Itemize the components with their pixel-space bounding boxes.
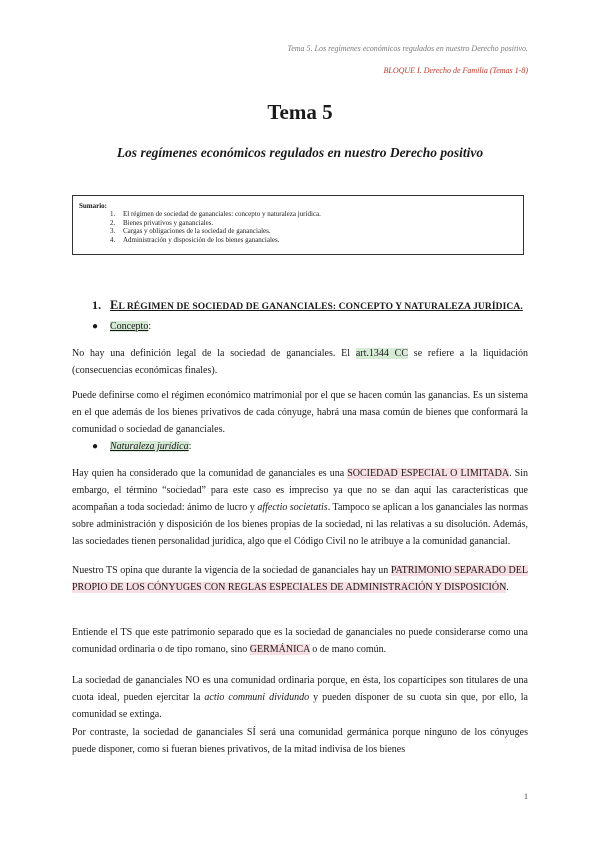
highlight-term: PATRIMONIO SEPARADO DEL PROPIO DE LOS CÓNYUGES CON REGLAS ESPECIALES DE ADMINISTRACIÓN Y DISPOSICIÓN: [72, 565, 528, 593]
paragraph: Puede definirse como el régimen económico matrimonial por el que se hacen común las ganancias. Es un sistema en el que además de los bienes privativos de cada cónyuge, habrá una masa común de bienes que conformará la comunidad o sociedad de gananciales.: [72, 390, 528, 435]
page-title: Tema 5: [267, 100, 333, 124]
highlight-term: SOCIEDAD ESPECIAL O LIMITADA: [347, 468, 510, 479]
summary-item: 1. El régimen de sociedad de gananciales: concepto y naturaleza jurídica.: [117, 210, 517, 218]
summary-box: [72, 195, 524, 255]
bullet-label: Naturaleza jurídica: [110, 441, 189, 452]
bullet-concepto: ● Concepto:: [92, 321, 152, 332]
section-heading: [92, 298, 523, 313]
section-title-rest: L RÉGIMEN DE SOCIEDAD DE GANANCIALES: CONCEPTO Y NATURALEZA JURÍDICA.: [118, 302, 523, 312]
paragraph: La sociedad de gananciales NO es una comunidad ordinaria porque, en ésta, los copartícipes son titulares de una cuota ideal, pueden ejercitar la actio communi dividundo y pueden disponer de su cuota sin que, por ello, la comunidad se extinga.: [72, 675, 529, 720]
section-title-initial: E: [110, 298, 119, 312]
paragraph: Entiende el TS que este patrimonio separado que es la sociedad de gananciales no puede considerarse como una comunidad ordinaria o de tipo romano, sino GERMÁNICA o de mano común.: [72, 627, 528, 655]
page-number: 1: [524, 792, 528, 801]
section-number: 1.: [92, 298, 102, 312]
running-header-block: BLOQUE I. Derecho de Familia (Temas 1-8): [383, 66, 528, 75]
paragraph: Nuestro TS opina que durante la vigencia de la sociedad de gananciales hay un PATRIMONIO SEPARADO DEL PROPIO DE LOS CÓNYUGES CON REGLAS ESPECIALES DE ADMINISTRACIÓN Y DISPOSICIÓN.: [72, 565, 528, 593]
bullet-dot-icon: ●: [92, 321, 99, 332]
paragraph: Hay quien ha considerado que la comunidad de gananciales es una SOCIEDAD ESPECIAL O LIMITADA. Sin embargo, el término “sociedad” para este caso es impreciso ya que no se dan aquí las características que acompañan a toda sociedad: ánimo de lucro y affectio societatis. Tampoco se aplican a los gananciales las normas sobre administración y disposición de los bienes propias de la sociedad, ni las relativas a su disolución. Además, las sociedades tienen personalidad jurídica, algo que el Código Civil no le atribuye a la comunidad ganancial.: [72, 468, 528, 547]
summary-item: 3. Cargas y obligaciones de la sociedad de gananciales.: [117, 227, 517, 235]
summary-label: Sumario:: [79, 202, 107, 210]
bullet-dot-icon: ●: [92, 441, 99, 452]
bullet-label: Concepto: [110, 321, 149, 332]
bullet-naturaleza: ● Naturaleza jurídica:: [92, 441, 192, 452]
summary-list: [79, 210, 517, 244]
summary-item: 2. Bienes privativos y gananciales.: [117, 219, 517, 227]
highlight-article: art.1344 CC: [355, 348, 409, 359]
page-subtitle: Los regímenes económicos regulados en nuestro Derecho positivo: [116, 145, 484, 160]
summary-item: 4. Administración y disposición de los bienes gananciales.: [117, 236, 517, 244]
paragraph: No hay una definición legal de la sociedad de gananciales. El art.1344 CC se refiere a la liquidación (consecuencias económicas finales).: [72, 348, 529, 376]
highlight-term: GERMÁNICA: [249, 644, 310, 655]
paragraph: Por contraste, la sociedad de gananciales SÍ será una comunidad germánica porque ninguno de los cónyuges puede disponer, como si fueran bienes privativos, de la mitad indivisa de los bienes: [72, 727, 528, 755]
running-header-title: Tema 5. Los regímenes económicos regulados en nuestro Derecho positivo.: [287, 44, 528, 53]
